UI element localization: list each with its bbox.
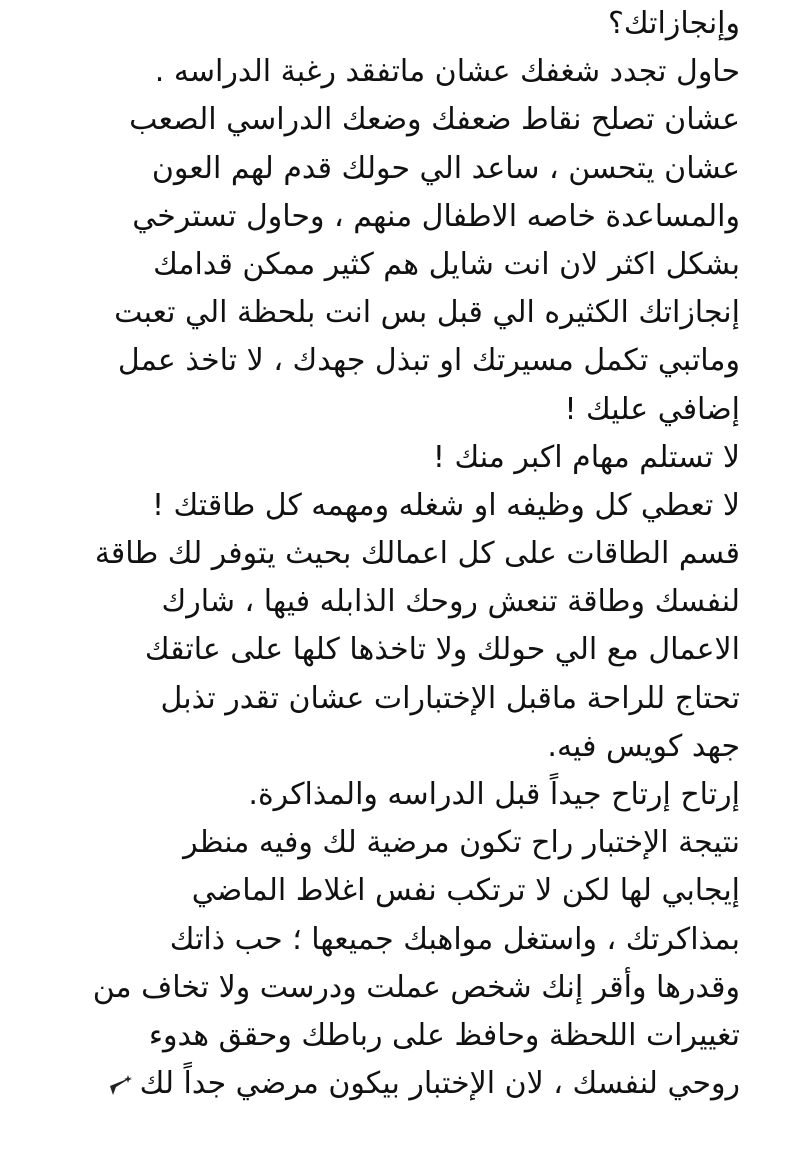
text-line: نتيجة الإختبار راح تكون مرضية لك وفيه منظر bbox=[183, 825, 740, 861]
text-line: إضافي عليك ! bbox=[564, 391, 740, 427]
text-line: تغييرات اللحظة وحافظ على رباطك وحقق هدوء bbox=[148, 1017, 740, 1053]
text-line: إيجابي لها لكن لا ترتكب نفس اغلاط الماضي bbox=[191, 873, 740, 909]
text-line: بمذاكرتك ، واستغل مواهبك جميعها ؛ حب ذاتك bbox=[169, 921, 740, 957]
text-line: بشكل اكثر لان انت شايل هم كثير ممكن قدامك bbox=[153, 246, 740, 282]
text-line: تحتاج للراحة ماقبل الإختبارات عشان تقدر تذبل bbox=[160, 680, 740, 716]
text-line: عشان تصلح نقاط ضعفك وضعك الدراسي الصعب bbox=[129, 102, 740, 138]
text-line: عشان يتحسن ، ساعد الي حولك قدم لهم العون bbox=[151, 150, 740, 186]
text-line: لا تستلم مهام اكبر منك ! bbox=[432, 439, 740, 475]
text-line: وقدرها وأقر إنك شخص عملت ودرست ولا تخاف من bbox=[92, 969, 740, 1005]
text-line: إرتاح إرتاح جيداً قبل الدراسه والمذاكرة. bbox=[248, 777, 740, 812]
text-line: إنجازاتك الكثيره الي قبل بس انت بلحظة الي تعبت bbox=[114, 295, 740, 331]
text-line: لا تعطي كل وظيفه او شغله ومهمه كل طاقتك ! bbox=[151, 487, 740, 523]
text-line: الاعمال مع الي حولك ولا تاخذها كلها على عاتقك bbox=[144, 632, 740, 668]
sparkle-arrow-icon bbox=[106, 1073, 134, 1097]
text-line: حاول تجدد شغفك عشان ماتفقد رغبة الدراسه . bbox=[154, 54, 740, 90]
text-line: وإنجازاتك؟ bbox=[607, 6, 740, 41]
text-line: جهد كويس فيه. bbox=[547, 728, 740, 764]
text-line: قسم الطاقات على كل اعمالك بحيث يتوفر لك طاقة bbox=[94, 536, 740, 572]
text-line: وماتبي تكمل مسيرتك او تبذل جهدك ، لا تاخذ عمل bbox=[117, 343, 740, 379]
text-block bbox=[28, 0, 740, 1108]
text-line: والمساعدة خاصه الاطفال منهم ، وحاول تسترخي bbox=[132, 198, 740, 234]
last-line-text: روحي لنفسك ، لان الإختبار بيكون مرضي جداً لك bbox=[139, 1066, 740, 1102]
text-line-last bbox=[28, 1060, 740, 1108]
text-line: لنفسك وطاقة تنعش روحك الذابله فيها ، شارك bbox=[161, 584, 740, 620]
